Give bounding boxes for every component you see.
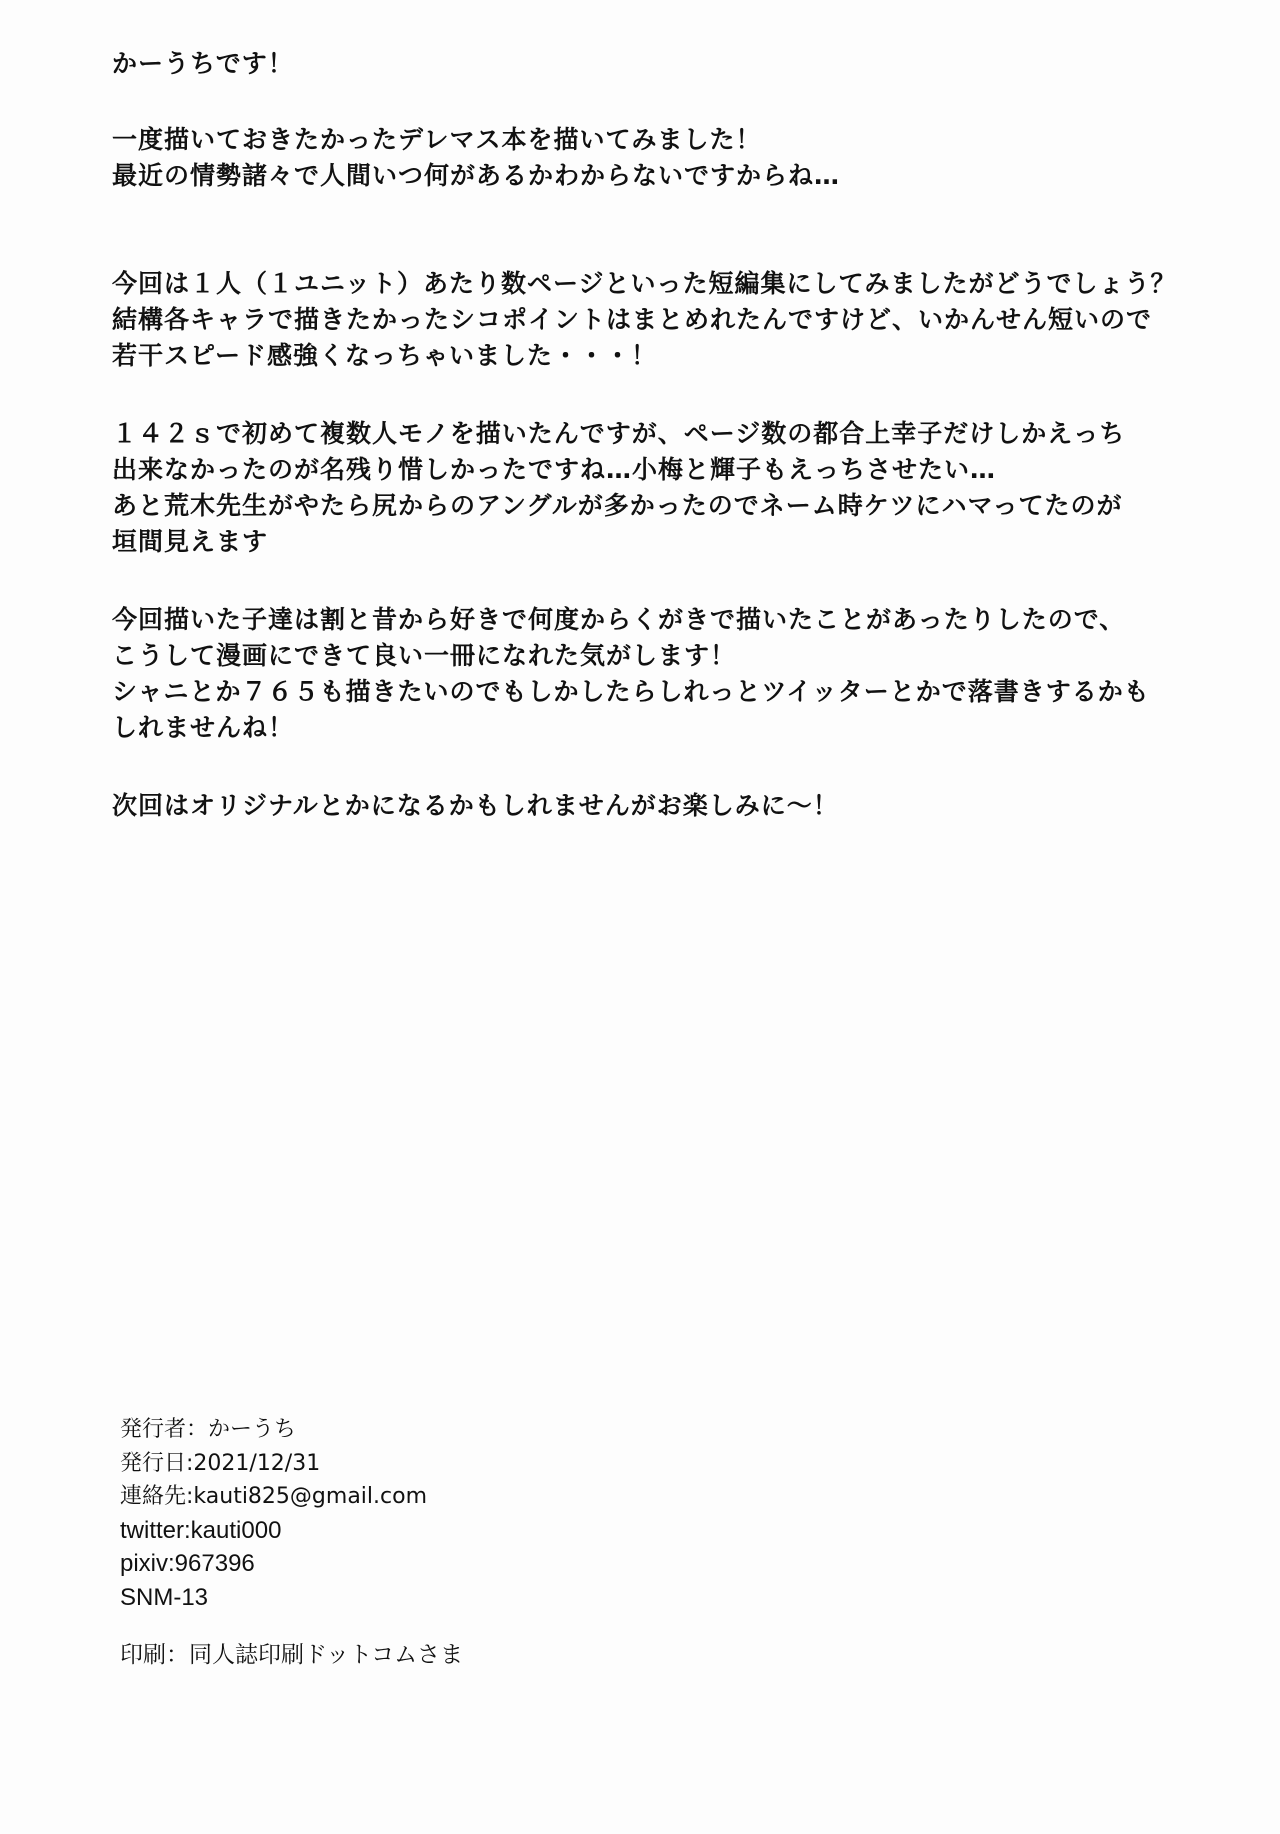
paragraph-line: しれませんね！ [112, 713, 295, 742]
paragraph-line: 最近の情勢諸々で人間いつ何があるかわからないですからね… [112, 161, 841, 190]
publisher-line: 発行者：かーうち [120, 1417, 297, 1442]
publish-date-line: 発行日:2021/12/31 [120, 1450, 321, 1476]
afterword-text [112, 46, 1222, 824]
paragraph-line: 今回は１人（１ユニット）あたり数ページといった短編集にしてみましたがどうでしょう？ [112, 269, 1177, 298]
paragraph-5 [112, 788, 1222, 824]
paragraph-line: １４２ｓで初めて複数人モノを描いたんですが、ページ数の都合上幸子だけしかえっち [112, 419, 1126, 448]
paragraph-1 [112, 122, 1222, 194]
paragraph-line: 若干スピード感強くなっちゃいました・・・！ [112, 341, 658, 370]
pixiv-line: pixiv:967396 [120, 1550, 255, 1577]
paragraph-line: 出来なかったのが名残り惜しかったですね…小梅と輝子もえっちさせたい… [112, 455, 997, 484]
paragraph-4 [112, 602, 1222, 746]
paragraph-line: 結構各キャラで描きたかったシコポイントはまとめれたんですけど、いかんせん短いので [112, 305, 1153, 334]
colophon [120, 1413, 620, 1672]
circle-code-line: SNM-13 [120, 1583, 209, 1611]
twitter-line: twitter:kauti000 [120, 1516, 282, 1544]
paragraph-line: シャニとか７６５も描きたいのでもしかしたらしれっとツイッターとかで落書きするかも [112, 677, 1150, 706]
paragraph-line: 今回描いた子達は割と昔から好きで何度からくがきで描いたことがあったりしたので、 [112, 605, 1126, 634]
paragraph-line: 次回はオリジナルとかになるかもしれませんがお楽しみに〜！ [112, 791, 839, 820]
paragraph-2 [112, 266, 1222, 374]
paragraph-line: こうして漫画にできて良い一冊になれた気がします！ [112, 641, 737, 670]
printer-line: 印刷：同人誌印刷ドットコムさま [120, 1642, 464, 1668]
greeting-line: かーうちです！ [112, 49, 294, 78]
paragraph-line: あと荒木先生がやたら尻からのアングルが多かったのでネーム時ケツにハマってたのが [112, 491, 1123, 520]
paragraph-3 [112, 416, 1222, 560]
paragraph-line: 垣間見えます [112, 527, 269, 556]
paragraph-line: 一度描いておきたかったデレマス本を描いてみました！ [112, 125, 762, 154]
contact-line: 連絡先:kauti825@gmail.com [120, 1484, 428, 1509]
